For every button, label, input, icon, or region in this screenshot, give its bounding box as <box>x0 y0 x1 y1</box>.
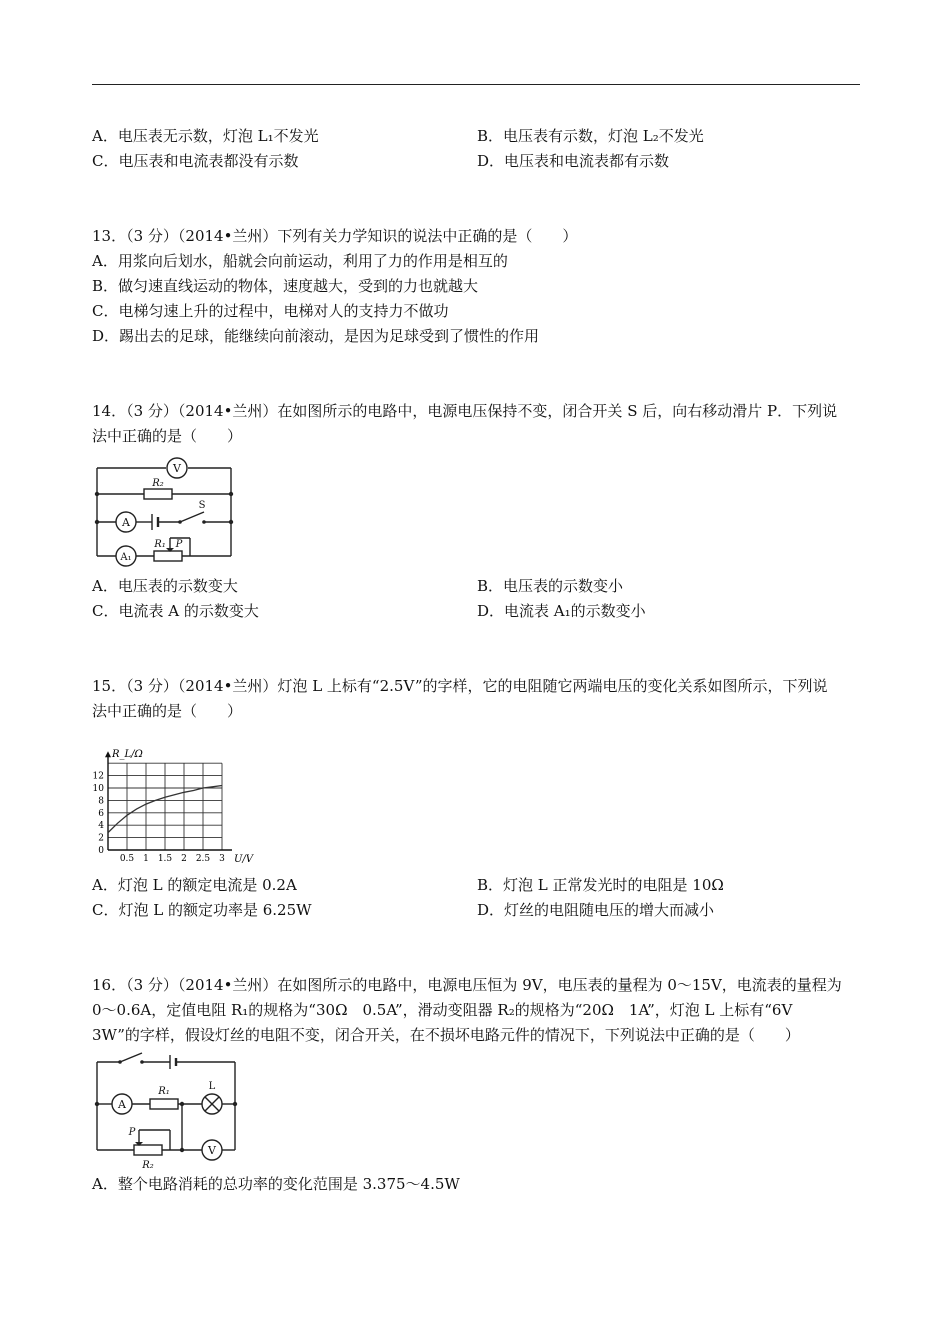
q16-stem-line3: 3W”的字样，假设灯丝的电阻不变，闭合开关，在不损坏电路元件的情况下，下列说法中正确的是（ ） <box>92 1026 800 1044</box>
q12-option-b[interactable]: B．电压表有示数，灯泡 L₂不发光 <box>477 127 704 145</box>
q16-stem-line1: 16．（3 分）（2014•兰州）在如图所示的电路中，电源电压恒为 9V，电压表的量程为 0～15V，电流表的量程为 <box>92 976 842 994</box>
q13-option-a[interactable]: A．用浆向后划水，船就会向前运动，利用了力的作用是相互的 <box>92 252 508 270</box>
header-rule <box>92 84 860 85</box>
q16-ammeter-label: A <box>118 1098 126 1111</box>
q14-ammeter-label: A <box>122 516 130 529</box>
y-tick-label: 2 <box>98 833 104 844</box>
y-tick-label: 0 <box>98 846 104 856</box>
q14-r2-label: R₂ <box>152 478 164 489</box>
y-tick-label: 8 <box>98 796 104 807</box>
q16-circuit-diagram <box>92 1050 242 1170</box>
y-tick-label: 6 <box>98 808 104 819</box>
graph-y-tick-labels <box>93 772 105 856</box>
q14-switch-label: S <box>198 500 206 511</box>
q13-option-c[interactable]: C．电梯匀速上升的过程中，电梯对人的支持力不做功 <box>92 302 449 320</box>
y-tick-label: 12 <box>92 771 104 782</box>
q14-option-c[interactable]: C．电流表 A 的示数变大 <box>92 602 259 620</box>
q15-resistance-voltage-graph <box>92 728 267 868</box>
q15-option-d[interactable]: D．灯丝的电阻随电压的增大而减小 <box>477 901 715 919</box>
q12-option-a[interactable]: A．电压表无示数，灯泡 L₁不发光 <box>92 127 319 145</box>
q16-r1-label: R₁ <box>158 1086 170 1097</box>
q16-voltmeter-label: V <box>208 1144 216 1157</box>
q14-ammeter1-label: A₁ <box>120 552 132 563</box>
q15-stem-line2: 法中正确的是（ ） <box>92 702 243 720</box>
q14-stem-line2: 法中正确的是（ ） <box>92 427 243 445</box>
y-tick-label: 4 <box>98 821 104 832</box>
q14-voltmeter-label: V <box>173 462 181 475</box>
q16-lamp-label: L <box>208 1081 216 1092</box>
graph-y-axis-label: R_L/Ω <box>112 749 143 761</box>
q13-option-b[interactable]: B．做匀速直线运动的物体，速度越大，受到的力也就越大 <box>92 277 479 295</box>
q15-option-a[interactable]: A．灯泡 L 的额定电流是 0.2A <box>92 876 297 894</box>
q13-option-d[interactable]: D．踢出去的足球，能继续向前滚动，是因为足球受到了惯性的作用 <box>92 327 540 345</box>
q14-stem-line1: 14．（3 分）（2014•兰州）在如图所示的电路中，电源电压保持不变，闭合开关 S 后，向右移动滑片 P．下列说 <box>92 402 838 420</box>
q12-option-c[interactable]: C．电压表和电流表都没有示数 <box>92 152 299 170</box>
graph-x-axis-label: U/V <box>234 854 254 865</box>
q14-option-b[interactable]: B．电压表的示数变小 <box>477 577 624 595</box>
graph-grid <box>108 763 222 850</box>
q15-option-b[interactable]: B．灯泡 L 正常发光时的电阻是 10Ω <box>477 876 724 894</box>
q16-r2-label: R₂ <box>142 1160 154 1170</box>
q14-option-d[interactable]: D．电流表 A₁的示数变小 <box>477 602 646 620</box>
q14-option-a[interactable]: A．电压表的示数变大 <box>92 577 238 595</box>
q14-slider-label: P <box>175 539 183 550</box>
x-tick-label: 2.5 <box>195 854 211 864</box>
q15-option-c[interactable]: C．灯泡 L 的额定功率是 6.25W <box>92 901 312 919</box>
x-tick-label: 1.5 <box>157 854 173 864</box>
x-tick-label: 0.5 <box>119 854 135 864</box>
x-tick-label: 3 <box>219 854 225 864</box>
x-tick-label: 2 <box>181 854 187 864</box>
q16-option-a[interactable]: A．整个电路消耗的总功率的变化范围是 3.375～4.5W <box>92 1175 460 1193</box>
q13-stem: 13．（3 分）（2014•兰州）下列有关力学知识的说法中正确的是（ ） <box>92 227 578 245</box>
q12-option-d[interactable]: D．电压表和电流表都有示数 <box>477 152 670 170</box>
q15-stem-line1: 15．（3 分）（2014•兰州）灯泡 L 上标有“2.5V”的字样，它的电阻随它两端电压的变化关系如图所示，下列说 <box>92 677 828 695</box>
y-axis-arrow <box>105 751 111 757</box>
graph-x-tick-labels <box>120 854 225 864</box>
q16-slider-label: P <box>128 1127 136 1138</box>
q14-r1-label: R₁ <box>154 539 166 550</box>
q14-circuit-diagram <box>92 456 242 568</box>
q16-stem-line2: 0～0.6A，定值电阻 R₁的规格为“30Ω 0.5A”，滑动变阻器 R₂的规格为“20Ω 1A”，灯泡 L 上标有“6V <box>92 1001 793 1019</box>
x-tick-label: 1 <box>143 854 149 864</box>
y-tick-label: 10 <box>92 784 104 794</box>
